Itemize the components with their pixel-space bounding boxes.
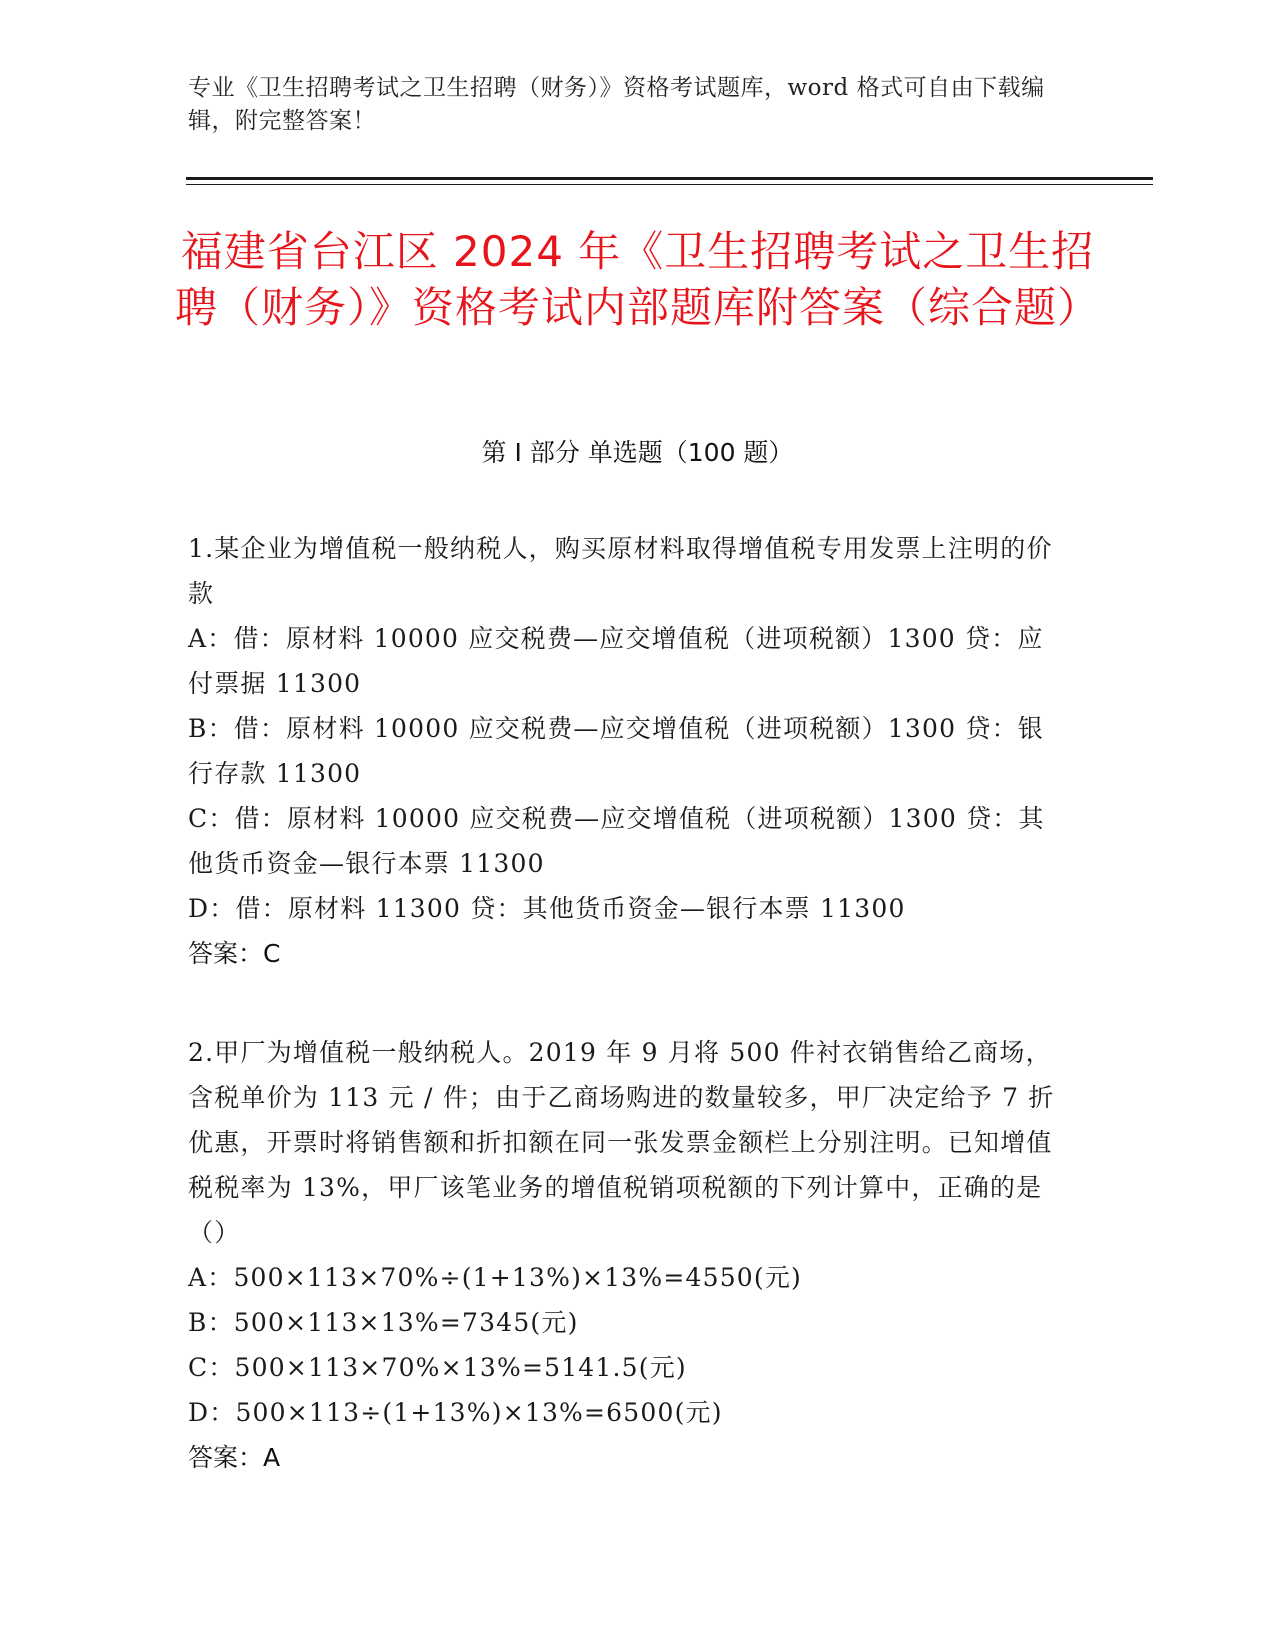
header-rule-thick bbox=[186, 177, 1153, 180]
question-1 bbox=[188, 526, 1068, 976]
question-2 bbox=[188, 1030, 1068, 1480]
option-b: B：借：原材料 10000 应交税费—应交增值税（进项税额）1300 贷：银行存款 11300 bbox=[188, 714, 1044, 788]
header-rule-thin bbox=[186, 184, 1153, 185]
option-d: D：借：原材料 11300 贷：其他货币资金—银行本票 11300 bbox=[188, 894, 906, 923]
question-stem: 2.甲厂为增值税一般纳税人。2019 年 9 月将 500 件衬衣销售给乙商场，含税单价为 113 元 / 件；由于乙商场购进的数量较多，甲厂决定给予 7 折优惠，开票时将销售额和折扣额在同一张发票金额栏上分别注明。已知增值税税率为 13%，甲厂该笔业务的增值税销项税额的下列计算中，正确的是（） bbox=[188, 1038, 1055, 1247]
document-title: 福建省台江区 2024 年《卫生招聘考试之卫生招聘（财务）》资格考试内部题库附答案（综合题） bbox=[174, 227, 1100, 332]
section-title: 第 I 部分 单选题（100 题） bbox=[481, 438, 794, 467]
answer-line: 答案：C bbox=[188, 939, 281, 968]
header-note: 专业《卫生招聘考试之卫生招聘（财务）》资格考试题库，word 格式可自由下载编辑，附完整答案！ bbox=[188, 75, 1045, 134]
question-stem: 1.某企业为增值税一般纳税人，购买原材料取得增值税专用发票上注明的价款 bbox=[188, 534, 1053, 608]
option-a: A：500×113×70%÷(1+13%)×13%=4550(元) bbox=[188, 1263, 803, 1292]
option-a: A：借：原材料 10000 应交税费—应交增值税（进项税额）1300 贷：应付票据 11300 bbox=[188, 624, 1044, 698]
option-c: C：500×113×70%×13%=5141.5(元) bbox=[188, 1353, 687, 1382]
option-c: C：借：原材料 10000 应交税费—应交增值税（进项税额）1300 贷：其他货币资金—银行本票 11300 bbox=[188, 804, 1045, 878]
answer-line: 答案：A bbox=[188, 1443, 281, 1472]
option-d: D：500×113÷(1+13%)×13%=6500(元) bbox=[188, 1398, 723, 1427]
option-b: B：500×113×13%=7345(元) bbox=[188, 1308, 579, 1337]
question-list bbox=[188, 526, 1068, 1534]
